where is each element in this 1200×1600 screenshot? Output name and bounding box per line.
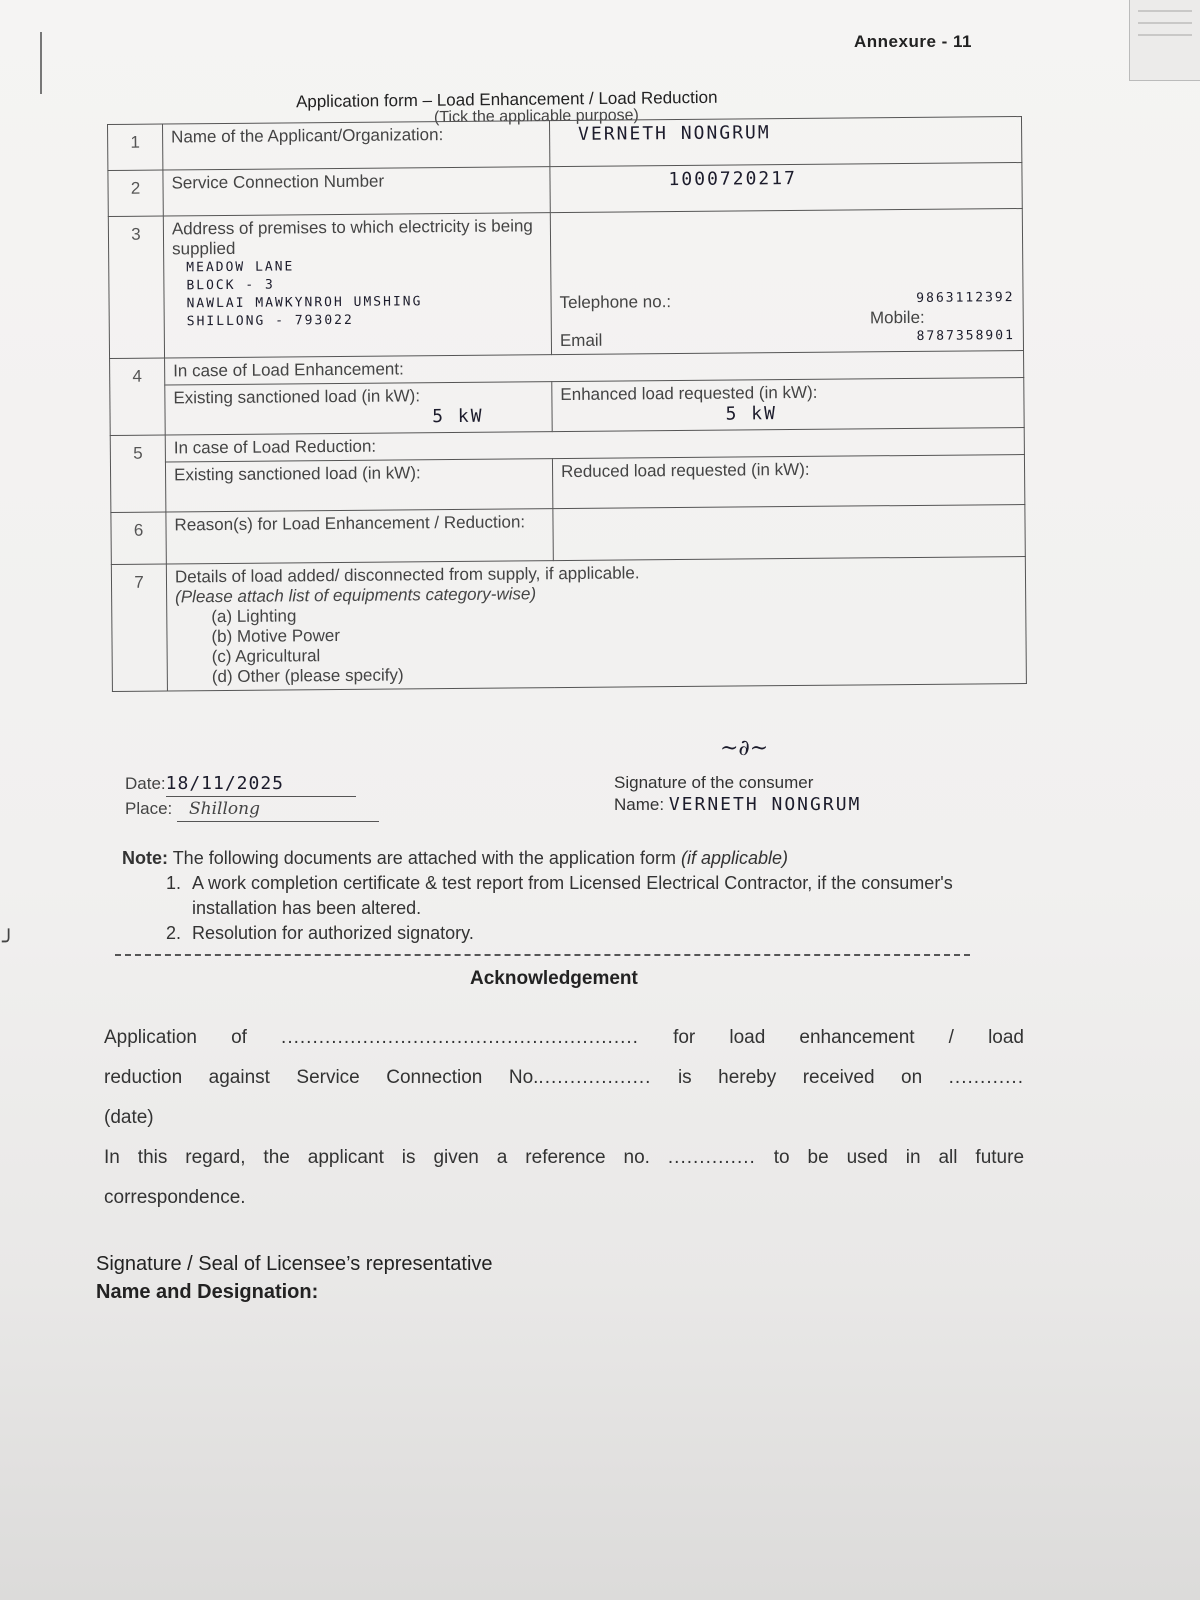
- address-line: NAWLAI MAWKYNROH UMSHING: [186, 294, 423, 312]
- date-label: Date:: [125, 774, 166, 793]
- address-line: BLOCK - 3: [186, 277, 275, 294]
- note-text: The following documents are attached with the application form: [172, 848, 676, 868]
- table-row: [111, 557, 1026, 692]
- name-row: [614, 794, 861, 816]
- licensee-seal-block: [96, 1250, 493, 1306]
- name-label: Name:: [614, 795, 665, 814]
- table-row: [110, 378, 1024, 436]
- table-row: [108, 117, 1022, 171]
- designation-label: [96, 1278, 493, 1306]
- ack-text: In this regard, the applicant is given a reference no.: [104, 1147, 650, 1168]
- telephone-label: Telephone no.:: [559, 292, 672, 313]
- blank-field[interactable]: .........................................................: [281, 1027, 639, 1048]
- mobile-block: [870, 289, 1015, 328]
- form-subtitle: (Tick the applicable purpose): [433, 106, 639, 127]
- reduced-load-label[interactable]: Reduced load requested (in kW):: [552, 455, 1024, 509]
- enhanced-load-label: Enhanced load requested (in kW):: [560, 382, 818, 405]
- row-number: 7: [111, 564, 167, 691]
- applicant-name-label: Name of the Applicant/Organization:: [163, 121, 550, 170]
- mobile-number-2: 8787358901: [916, 328, 1015, 344]
- ack-text: to be used in all future: [773, 1147, 1025, 1168]
- consumer-name-value[interactable]: VERNETH NONGRUM: [668, 794, 862, 815]
- email-label: Email: [559, 330, 603, 351]
- reduction-heading: In case of Load Reduction:: [165, 428, 1024, 462]
- ack-text: reduction against Service Connection No.: [104, 1067, 539, 1088]
- signature-block: [614, 772, 861, 816]
- load-category: (c) Agricultural: [211, 646, 321, 667]
- existing-load-label: Existing sanctioned load (in kW):: [173, 386, 421, 408]
- enhanced-load-value: 5 kW: [725, 403, 778, 425]
- load-details-cell[interactable]: [166, 557, 1026, 691]
- designation-text: Name and Designation:: [96, 1281, 319, 1303]
- row-number: 5: [110, 435, 166, 512]
- load-details-sublabel: (Please attach list of equipments category-wise): [175, 584, 537, 607]
- applicant-name-value[interactable]: [549, 117, 1021, 167]
- date-place-block: [125, 772, 379, 822]
- load-category: (a) Lighting: [211, 606, 297, 627]
- address-cell[interactable]: [163, 213, 551, 358]
- phone-row: [559, 289, 1014, 331]
- mobile-number-1: 9863112392: [916, 290, 1015, 306]
- reason-value[interactable]: [553, 505, 1025, 561]
- row-number: 6: [111, 512, 166, 564]
- load-category: (b) Motive Power: [211, 625, 341, 647]
- acknowledgement-body: [104, 1018, 1024, 1218]
- enhancement-heading: In case of Load Enhancement:: [165, 351, 1024, 385]
- ack-line: [104, 1138, 1024, 1178]
- ack-line: [104, 1058, 1024, 1098]
- ack-line: [104, 1018, 1024, 1058]
- table-row: [111, 505, 1025, 565]
- service-connection-value[interactable]: [550, 163, 1022, 213]
- row-number: 4: [110, 358, 166, 435]
- note-heading: [122, 846, 1022, 871]
- table-row: [108, 163, 1022, 217]
- form-title: Application form – Load Enhancement / Load Reduction: [295, 87, 718, 112]
- address-label: Address of premises to which electricity is being supplied: [171, 216, 533, 259]
- service-connection-label: Service Connection Number: [163, 167, 550, 216]
- note-label: Note:: [122, 848, 168, 868]
- address-line: MEADOW LANE: [186, 259, 295, 276]
- place-value[interactable]: Shillong: [177, 797, 379, 822]
- contact-cell[interactable]: [550, 209, 1023, 355]
- place-label: Place:: [125, 799, 173, 818]
- note-item: 1. A work completion certificate & test report from Licensed Electrical Contractor, if the consumer's installation has been altered.: [186, 871, 1022, 921]
- note-section: [122, 846, 1022, 946]
- row-number: 3: [108, 216, 164, 358]
- table-row: [110, 455, 1024, 513]
- edge-scribble: ╯: [2, 930, 16, 955]
- blank-field[interactable]: ..............: [667, 1147, 756, 1168]
- row-number: 2: [108, 170, 163, 216]
- annexure-label: Annexure - 11: [854, 32, 972, 51]
- ack-line: correspondence.: [104, 1187, 246, 1208]
- note-item: 2. Resolution for authorized signatory.: [186, 921, 1022, 946]
- table-row: [108, 209, 1023, 359]
- corner-paper: [1129, 0, 1200, 81]
- date-row: [125, 772, 379, 797]
- applicant-name-handwritten: VERNETH NONGRUM: [578, 122, 771, 145]
- mobile-label: Mobile:: [869, 307, 925, 328]
- blank-field[interactable]: ..................: [538, 1067, 652, 1088]
- date-value[interactable]: 18/11/2025: [166, 772, 356, 797]
- existing-load-value: 5 kW: [432, 405, 484, 428]
- consumer-signature-mark: ~∂~: [720, 736, 769, 761]
- existing-load-cell[interactable]: [165, 382, 552, 435]
- note-list: [122, 871, 1022, 946]
- ack-text: for load enhancement / load: [673, 1027, 1024, 1048]
- enhanced-load-cell[interactable]: [552, 378, 1024, 432]
- ack-text: Application of: [104, 1027, 247, 1048]
- row-number: 1: [108, 124, 163, 170]
- load-category: (d) Other (please specify): [211, 665, 404, 687]
- application-table: [107, 116, 1027, 692]
- ack-text: is hereby received on: [677, 1067, 923, 1088]
- acknowledgement-title: Acknowledgement: [470, 968, 638, 989]
- blank-field[interactable]: ............: [948, 1067, 1024, 1088]
- seal-label: Signature / Seal of Licensee’s representative: [96, 1253, 493, 1275]
- service-connection-handwritten: 1000720217: [668, 167, 797, 191]
- address-line: SHILLONG - 793022: [186, 312, 354, 330]
- cut-line-divider: [115, 954, 970, 956]
- existing-load-reduction-label[interactable]: Existing sanctioned load (in kW):: [165, 459, 552, 512]
- load-details-label: Details of load added/ disconnected from supply, if applicable.: [174, 563, 640, 587]
- reason-label: Reason(s) for Load Enhancement / Reduction:: [166, 509, 553, 564]
- email-row: [560, 327, 1015, 351]
- place-row: [125, 797, 379, 822]
- ack-line: (date): [104, 1107, 154, 1128]
- edge-mark: [40, 32, 42, 94]
- note-qualifier: (if applicable): [680, 848, 789, 868]
- signature-label: Signature of the consumer: [614, 773, 814, 792]
